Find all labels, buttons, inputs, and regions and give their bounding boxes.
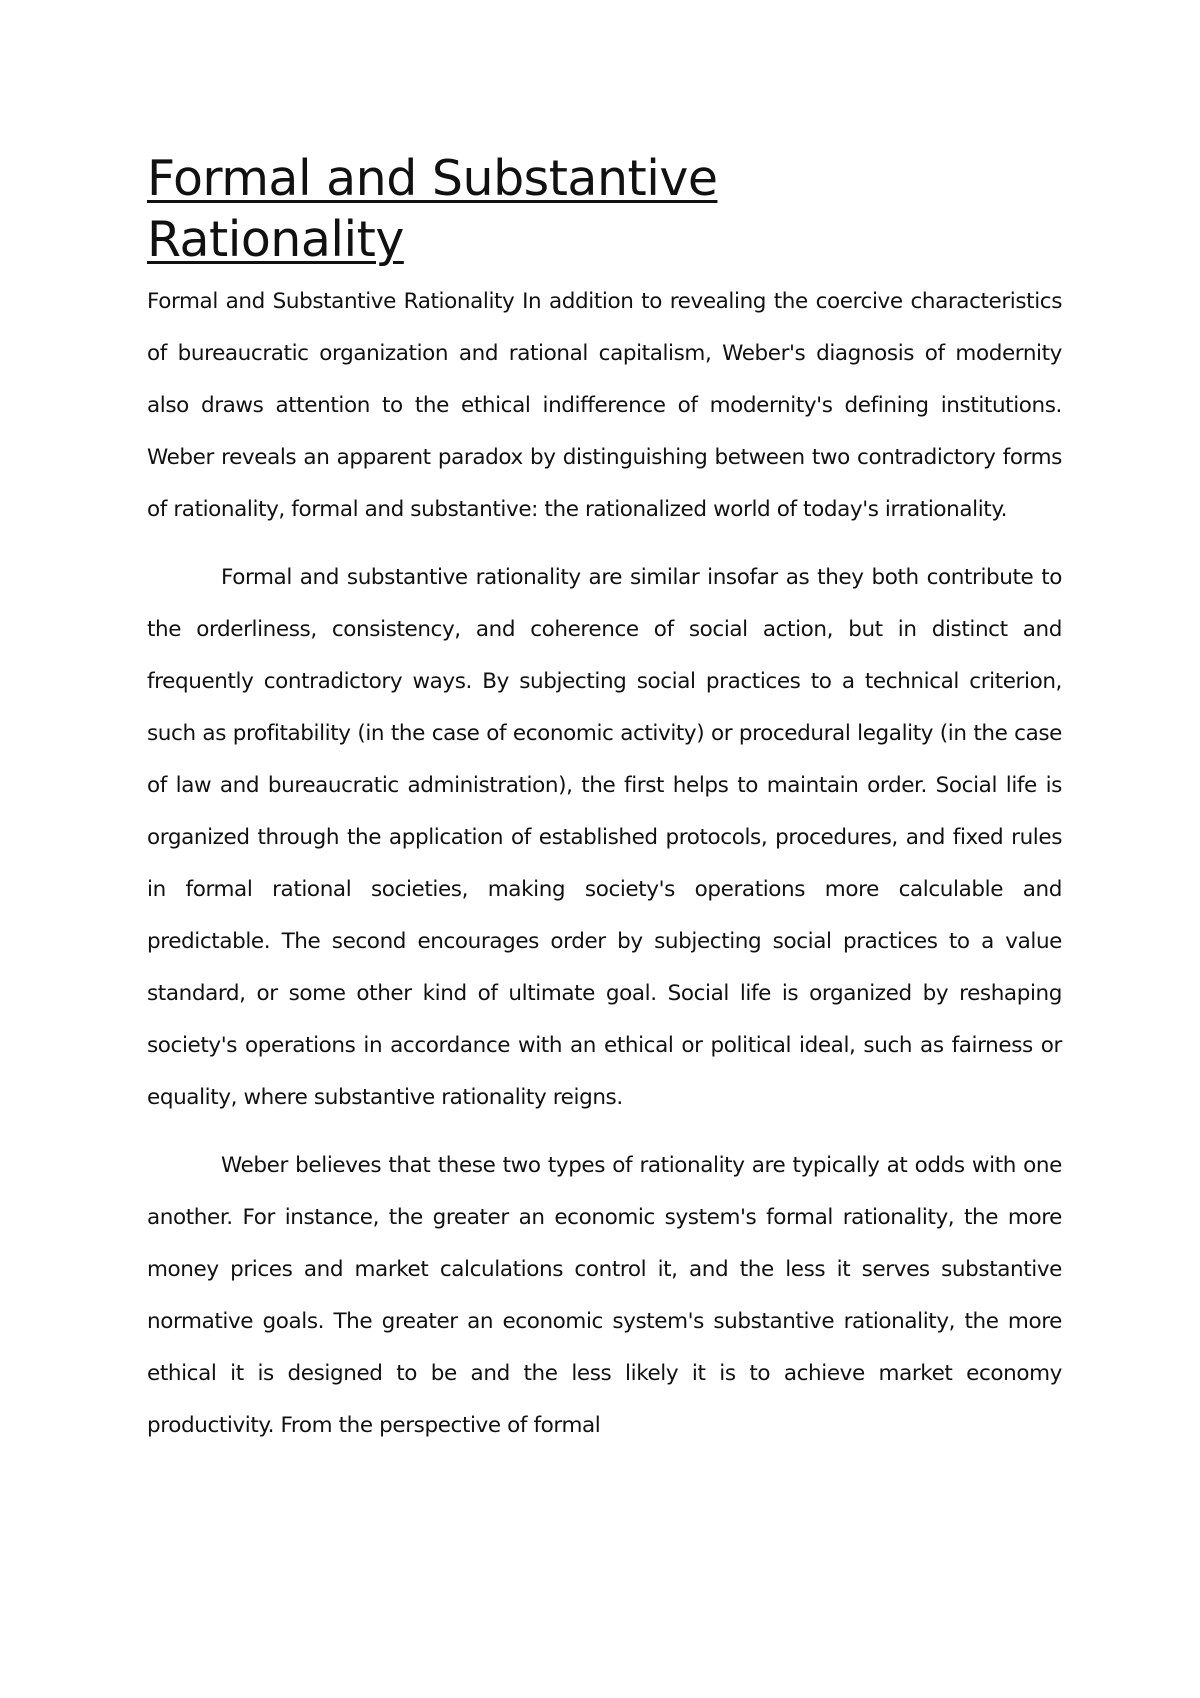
document-title: Formal and Substantive Rationality	[147, 150, 718, 268]
paragraph-2: Formal and substantive rationality are similar insofar as they both contribute to the orderliness, consistency, and coherence of social action, but in distinct and frequently contradictory ways. By subjecting social practices to a technical criterion, such as profitability (in the case of economic activity) or procedural legality (in the case of law and bureaucratic administration), the first helps to maintain order. Social life is organized through the application of established protocols, procedures, and fixed rules in formal rational societies, making society's operations more calculable and predictable. The second encourages order by subjecting social practices to a value standard, or some other kind of ultimate goal. Social life is organized by reshaping society's operations in accordance with an ethical or political ideal, such as fairness or equality, where substantive rationality reigns.	[147, 565, 1062, 1110]
paragraph-1: Formal and Substantive Rationality In addition to revealing the coercive characteristics of bureaucratic organization and rational capitalism, Weber's diagnosis of modernity also draws attention to the ethical indifference of modernity's defining institutions. Weber reveals an apparent paradox by distinguishing between two contradictory forms of rationality, formal and substantive: the rationalized world of today's irrationality.	[147, 289, 1062, 522]
document-body	[147, 148, 1062, 1452]
paragraph-3: Weber believes that these two types of rationality are typically at odds with one another. For instance, the greater an economic system's formal rationality, the more money prices and market calculations control it, and the less it serves substantive normative goals. The greater an economic system's substantive rationality, the more ethical it is designed to be and the less likely it is to achieve market economy productivity. From the perspective of formal	[147, 1153, 1062, 1438]
